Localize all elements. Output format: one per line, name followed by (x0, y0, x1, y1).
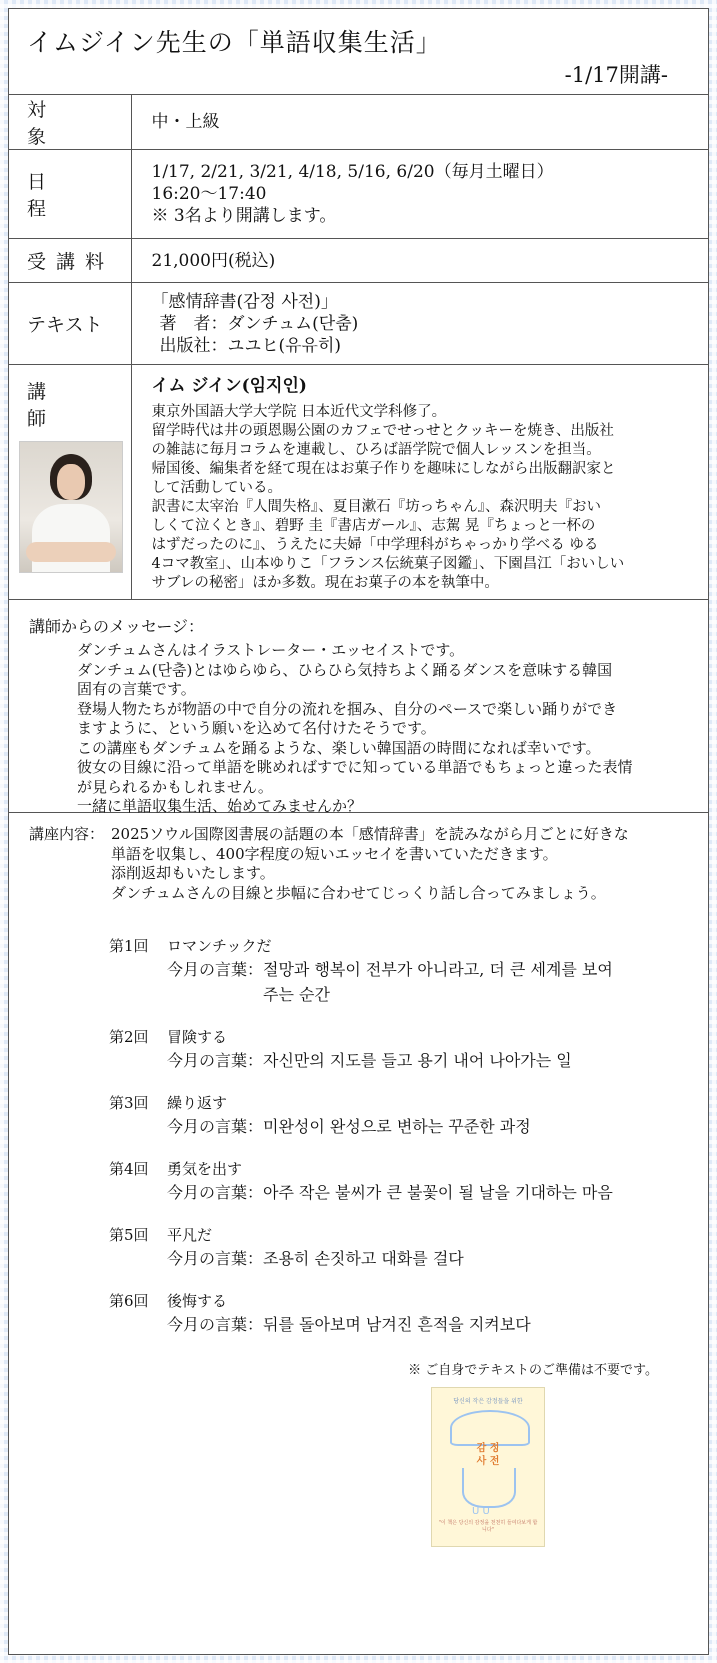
fee-row (9, 239, 708, 283)
schedule-label: 日程 (27, 171, 87, 220)
bio-line: 帰国後、編集者を経て現在はお菓子作りを趣味にしながら出版翻訳家と (151, 461, 616, 477)
fee-label: 受講料 (27, 251, 115, 273)
bio-line: して活動している。 (151, 480, 282, 496)
bio-line: しくて泣くとき』、碧野 圭『書店ガール』、志駕 晃『ちょっと一杯の (151, 518, 596, 534)
message-line: 一緒に単語収集生活、始めてみませんか？ (77, 797, 363, 815)
target-label: 対象 (27, 99, 87, 148)
session-item (109, 935, 688, 1007)
content-description (111, 825, 629, 903)
session-word: 미완성이 완성으로 변하는 꾸준한 과정 (263, 1117, 531, 1136)
book-cover-title-line: 감 정 (476, 1443, 500, 1454)
bio-line: 留学時代は井の頭恩賜公園のカフェでせっせとクッキーを焼き、出版社 (151, 423, 614, 439)
session-number: 第2回 (109, 1028, 149, 1046)
text-row (9, 283, 708, 365)
session-item (109, 1290, 688, 1337)
book-cover-blurb: "이 책은 당신의 감정을 천천히 들여다보게 합니다" (438, 1520, 538, 1533)
schedule-label-cell (9, 150, 131, 239)
session-number: 第5回 (109, 1226, 149, 1244)
text-publisher: 出版社：ユユヒ(유유히) (159, 335, 342, 356)
session-number: 第6回 (109, 1292, 149, 1310)
bio-line: サブレの秘密」ほか多数。現在お菓子の本を執筆中。 (151, 575, 499, 591)
schedule-note: ※ 3名より開講します。 (151, 206, 337, 226)
schedule-row (9, 150, 708, 239)
message-line: が見られるかもしれません。 (77, 777, 273, 796)
message-line: 彼女の目線に沿って単語を眺めればすでに知っている単語でもちょっと違った表情 (77, 758, 633, 776)
content-line: 2025ソウル国際図書展の話題の本「感情辞書」を読みながら月ごとに好きな (111, 825, 629, 843)
bio-line: の雑誌に毎月コラムを連載し、ひろば語学院で個人レッスンを担当。 (151, 442, 601, 458)
session-list (29, 935, 688, 1337)
fee-label-cell (9, 239, 131, 283)
session-item (109, 1092, 688, 1139)
bio-line: 東京外国語大学大学院 日本近代文学科修了。 (151, 404, 447, 420)
bio-line: 訳書に太宰治『人間失格』、夏目漱石『坊っちゃん』、森沢明夫『おい (151, 499, 601, 515)
text-author: 著 者：ダンチュム(단춤) (159, 313, 359, 334)
message-line: この講座もダンチュムを踊るような、楽しい韓国語の時間になれば幸いです。 (77, 738, 601, 757)
lecturer-bio (152, 403, 709, 593)
lecturer-row (9, 365, 708, 600)
word-label: 今月の言葉： (167, 1315, 264, 1334)
page-title: イムジイン先生の「単語収集生活」 (27, 28, 442, 57)
session-number: 第1回 (109, 937, 149, 955)
target-label-cell (9, 95, 131, 150)
session-theme: 冒険する (167, 1028, 228, 1046)
content-line: 添削返却もいたします。 (111, 864, 275, 882)
lecturer-name: イム ジイン(임지인) (151, 376, 307, 396)
message-line: ダンチュムさんはイラストレーター・エッセイストです。 (77, 641, 465, 659)
session-word: 아주 작은 불씨가 큰 불꽃이 될 날을 기대하는 마음 (263, 1183, 613, 1202)
start-date-subtitle: -1/17開講- (564, 63, 668, 87)
session-theme: 勇気を出す (167, 1160, 243, 1178)
message-line: ますように、という願いを込めて名付けたそうです。 (77, 719, 436, 737)
book-cover-tagline: 당신의 작은 감정들을 위한 (453, 1398, 523, 1405)
message-heading: 講師からのメッセージ： (29, 617, 205, 636)
word-label: 今月の言葉： (167, 1183, 264, 1202)
lecturer-label: 講師 (27, 381, 87, 430)
session-word: 절망과 행복이 전부가 아니라고, 더 큰 세계를 보여주는 순간 (263, 960, 613, 1004)
lecturer-label-cell (9, 365, 131, 600)
title-block (9, 9, 708, 95)
course-info-table (9, 95, 708, 600)
session-word: 자신만의 지도를 들고 용기 내어 나아가는 일 (263, 1051, 572, 1070)
text-value (131, 283, 708, 365)
word-label: 今月の言葉： (167, 1249, 264, 1268)
target-row (9, 95, 708, 150)
flyer-sheet (8, 8, 709, 1655)
book-cover-title-line: 사 전 (476, 1456, 500, 1467)
schedule-value (131, 150, 708, 239)
message-line: 固有の言葉です。 (77, 680, 196, 698)
session-word: 뒤를 돌아보며 남겨진 흔적을 지켜보다 (263, 1315, 531, 1334)
session-item (109, 1026, 688, 1073)
word-label: 今月の言葉： (167, 1117, 264, 1136)
content-intro (29, 825, 688, 903)
session-item (109, 1158, 688, 1205)
text-label: テキスト (27, 314, 103, 336)
message-line: ダンチュム(단춤)とはゆらゆら、ひらひら気持ちよく踊るダンスを意味する韓国 (77, 660, 613, 679)
content-line: ダンチュムさんの目線と歩幅に合わせてじっくり話し合ってみましょう。 (111, 883, 606, 902)
session-word: 조용히 손짓하고 대화를 걸다 (263, 1249, 464, 1268)
session-theme: ロマンチックだ (167, 937, 272, 955)
word-label: 今月の言葉： (167, 1051, 264, 1070)
session-number: 第3回 (109, 1094, 149, 1112)
bio-line: はずだったのに』、うえたに夫婦「中学理科がちゃっかり学べる ゆる (151, 537, 599, 553)
session-theme: 後悔する (167, 1292, 228, 1310)
book-cover-illustration-hat (450, 1410, 530, 1446)
photo-arms (26, 542, 116, 562)
word-label: 今月の言葉： (167, 960, 264, 979)
session-item (109, 1224, 688, 1271)
session-theme: 繰り返す (167, 1094, 228, 1112)
fee-value: 21,000円(税込) (131, 239, 708, 283)
bio-line: 4コマ教室」、山本ゆりこ「フランス伝統菓子図鑑」、下園昌江「おいしい (151, 556, 625, 572)
book-cover-illustration-feet: U U (472, 1506, 490, 1517)
lecturer-message (9, 600, 708, 813)
message-line: 登場人物たちが物語の中で自分の流れを掴み、自分のペースで楽しい踊りができ (77, 699, 618, 718)
text-label-cell (9, 283, 131, 365)
content-label: 講座内容： (29, 825, 105, 843)
course-content (9, 813, 708, 1640)
lecturer-photo (19, 441, 123, 573)
content-line: 単語を収集し、400字程度の短いエッセイを書いていただきます。 (111, 844, 558, 863)
textbook-note: ※ ご自身でテキストのご準備は不要です。 (408, 1363, 658, 1378)
session-theme: 平凡だ (167, 1226, 213, 1244)
lecturer-value (131, 365, 708, 600)
target-value: 中・上級 (131, 95, 708, 150)
book-cover-title (432, 1442, 544, 1468)
schedule-dates: 1/17, 2/21, 3/21, 4/18, 5/16, 6/20（毎月土曜日） (151, 162, 554, 182)
book-cover-illustration-body (462, 1468, 516, 1508)
schedule-time: 16:20〜17:40 (151, 184, 267, 204)
photo-shirt (32, 504, 110, 573)
text-book-title: 「感情辞書(감정 사전)」 (151, 291, 338, 312)
book-cover-image (431, 1387, 545, 1547)
message-body (29, 641, 684, 817)
photo-face (57, 464, 85, 500)
session-number: 第4回 (109, 1160, 149, 1178)
